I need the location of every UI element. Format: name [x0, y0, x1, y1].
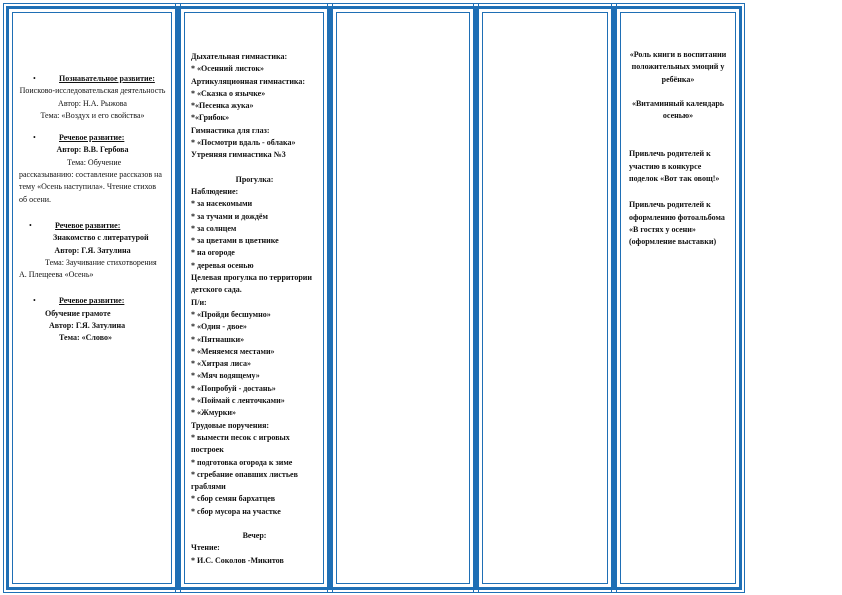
- bullet-icon: •: [33, 133, 36, 143]
- section-text: Знакомство с литературой: [53, 233, 149, 243]
- plan-line: * «Пятнашки»: [191, 334, 245, 344]
- plan-line: * «Посмотри вдаль - облака»: [191, 138, 296, 148]
- bullet-icon: •: [33, 296, 36, 306]
- plan-line: * «Меняемся местами»: [191, 346, 275, 356]
- plan-line: * сбор мусора на участке: [191, 506, 281, 516]
- plan-line: Утренняя гимнастика №3: [191, 150, 286, 160]
- plan-line: Целевая прогулка по территории детского сада.: [191, 273, 313, 295]
- plan-line: * за солнцем: [191, 223, 237, 233]
- bullet-icon: •: [33, 74, 36, 83]
- section-topic: Тема: «Слово»: [59, 333, 112, 343]
- plan-line: * подготовка огорода к зиме: [191, 457, 293, 467]
- parent-activity-2: Привлечь родителей к оформлению фотоальбома «В гостях у осени» (оформление выставки): [629, 200, 725, 247]
- plan-line: * «Один - двое»: [191, 322, 247, 332]
- section-speech-1: [19, 132, 166, 206]
- section-speech-3: [19, 295, 166, 344]
- plan-line: * сгребание опавших листьев граблями: [191, 469, 298, 492]
- plan-line: * сбор семян бархатцев: [191, 494, 276, 504]
- panel-2: [178, 6, 330, 590]
- panel-4: [476, 6, 614, 590]
- plan-line: *«Грибок»: [191, 113, 230, 123]
- panel-1-content: [12, 12, 172, 584]
- plan-line: * «Сказка о язычке»: [191, 88, 266, 98]
- section-text: Поисково-исследовательская деятельность: [19, 86, 166, 96]
- plan-line: Гимнастика для глаз:: [191, 125, 270, 135]
- section-speech-2: [19, 220, 166, 281]
- plan-line: *«Песенка жука»: [191, 101, 254, 111]
- plan-line: * на огороде: [191, 248, 235, 258]
- section-author: Автор: Н.А. Рыжова: [58, 98, 127, 108]
- parent-activity-1: Привлечь родителей к участию в конкурсе поделок «Вот так овощ!»: [629, 149, 720, 184]
- plan-line: Прогулка:: [235, 174, 274, 184]
- section-heading: Речевое развитие:: [55, 220, 121, 230]
- section-author: Автор: Г.Я. Затулина: [54, 245, 131, 255]
- plan-line: * деревья осенью: [191, 260, 254, 270]
- plan-line: Наблюдение:: [191, 186, 239, 196]
- bullet-icon: •: [29, 220, 32, 230]
- plan-line: * «Жмурки»: [191, 408, 237, 418]
- panel-4-content: [482, 12, 608, 584]
- panel-5: [614, 6, 742, 590]
- plan-line: Чтение:: [191, 543, 220, 553]
- plan-line: * «Пройди бесшумно»: [191, 309, 271, 319]
- section-heading: Речевое развитие:: [59, 296, 125, 306]
- section-author: Автор: В.В. Гербова: [56, 145, 129, 155]
- section-cognitive: [19, 73, 166, 122]
- plan-line: * И.С. Соколов -Микитов: [191, 555, 284, 565]
- plan-line: * за цветами в цветнике: [191, 236, 279, 246]
- section-text: Обучение грамоте: [45, 308, 111, 318]
- plan-line: * «Осенний листок»: [191, 64, 264, 74]
- plan-line: Трудовые поручения:: [191, 420, 270, 430]
- section-topic: Тема: Заучивание стихотворения А. Плещеева «Осень»: [19, 257, 157, 280]
- parent-consultation-2: «Витаминный календарь осенью»: [631, 98, 725, 121]
- plan-line: * за насекомыми: [191, 199, 253, 209]
- section-heading: Речевое развитие:: [59, 133, 125, 143]
- plan-line: [191, 518, 318, 530]
- plan-line: * за тучами и дождём: [191, 211, 268, 221]
- plan-line: Вечер:: [242, 530, 267, 540]
- section-topic: Тема: Обучение рассказыванию: составление рассказов на тему «Осень наступила». Чтение стихов об осени.: [19, 157, 162, 204]
- plan-line: Дыхательная гимнастика:: [191, 52, 288, 61]
- plan-line: П/и:: [191, 297, 207, 307]
- parent-consultation-1: «Роль книги в воспитании положительных эмоций у ребёнка»: [629, 50, 727, 84]
- section-topic: Тема: «Воздух и его свойства»: [40, 110, 145, 120]
- panel-1: [6, 6, 178, 590]
- section-heading: Познавательное развитие:: [59, 74, 155, 83]
- panel-5-content: [620, 12, 736, 584]
- plan-line: * вымести песок с игровых построек: [191, 432, 290, 455]
- plan-line: * «Хитрая лиса»: [191, 359, 251, 369]
- plan-line: [191, 162, 318, 174]
- plan-line: * «Поймай с ленточками»: [191, 396, 285, 406]
- panel-3-content: [336, 12, 470, 584]
- plan-line: * «Мяч водящему»: [191, 371, 260, 381]
- section-author: Автор: Г.Я. Затулина: [49, 321, 126, 331]
- plan-line: * «Попробуй - достань»: [191, 383, 276, 393]
- plan-line: Артикуляционная гимнастика:: [191, 76, 306, 86]
- panel-3: [330, 6, 476, 590]
- panel-2-content: [184, 12, 324, 584]
